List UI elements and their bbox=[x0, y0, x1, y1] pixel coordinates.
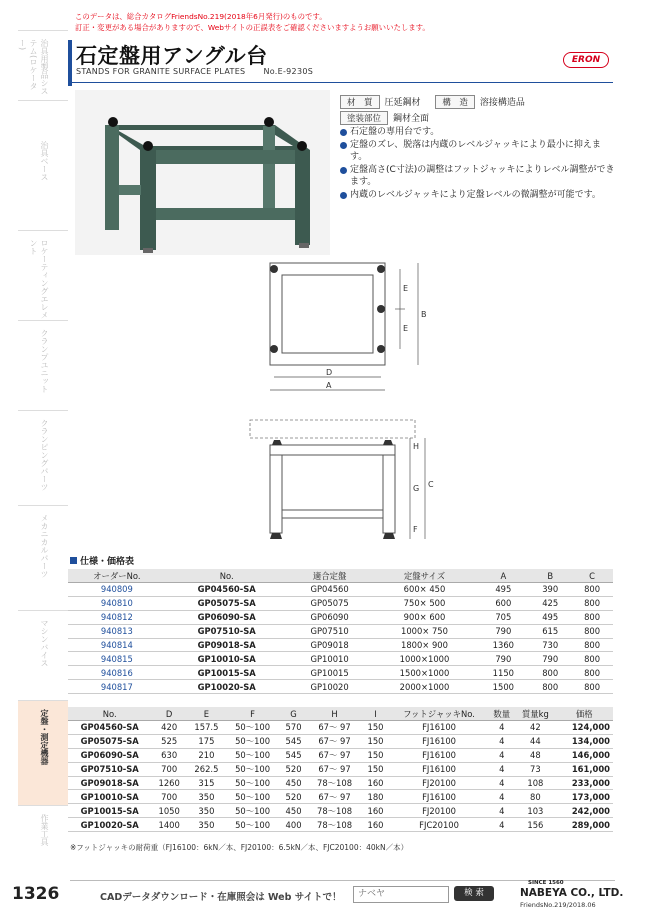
table-row bbox=[68, 776, 613, 790]
table-cell: 400 bbox=[279, 818, 308, 832]
table-cell: 50～100 bbox=[226, 776, 279, 790]
table-cell: 48 bbox=[515, 748, 555, 762]
table-cell: FJ20100 bbox=[390, 804, 489, 818]
table-header-row: No. D E F G H I フットジャッキNo. 数量 質量kg 価格 bbox=[68, 707, 613, 721]
table-cell: 67～ 97 bbox=[308, 762, 361, 776]
table-cell: 315 bbox=[187, 776, 226, 790]
sidebar-tab-clamping-parts[interactable]: クランピングパーツ bbox=[18, 410, 68, 506]
table-cell: 210 bbox=[187, 748, 226, 762]
table-cell: GP10015-SA bbox=[68, 804, 151, 818]
dim-f-label: F bbox=[413, 525, 418, 534]
table-cell: GP10010 bbox=[288, 652, 372, 666]
side-view-drawing bbox=[245, 415, 445, 550]
table-cell: 700 bbox=[151, 790, 187, 804]
table-cell: 4 bbox=[488, 804, 515, 818]
table-cell: 520 bbox=[279, 790, 308, 804]
catalog-notice: このデータは、総合カタログFriendsNo.219(2018年6月発行)のものです。 訂正・変更がある場合がありますので、Webサイトの正誤表をご確認くださいますようお願いいたします。 bbox=[75, 12, 430, 32]
table-cell: 940813 bbox=[68, 624, 166, 638]
table-cell: 108 bbox=[515, 776, 555, 790]
table-cell: GP05075-SA bbox=[68, 734, 151, 748]
table-cell: 800 bbox=[529, 680, 571, 694]
table-cell: 73 bbox=[515, 762, 555, 776]
table-cell: 50～100 bbox=[226, 748, 279, 762]
table-cell: 705 bbox=[477, 610, 529, 624]
table-row bbox=[68, 610, 613, 624]
table-cell: 1800× 900 bbox=[372, 638, 478, 652]
table-cell: GP06090-SA bbox=[166, 610, 288, 624]
table-cell: 520 bbox=[279, 762, 308, 776]
table-cell: GP07510 bbox=[288, 624, 372, 638]
sidebar-tab-locating[interactable]: ロケーティングエレメント bbox=[18, 230, 68, 321]
table-cell: FJ16100 bbox=[390, 721, 489, 735]
table-cell: 157.5 bbox=[187, 721, 226, 735]
feature-list bbox=[340, 126, 615, 202]
table-row bbox=[68, 734, 613, 748]
table-cell: GP10010-SA bbox=[68, 790, 151, 804]
table-cell: GP07510-SA bbox=[68, 762, 151, 776]
table-cell: 545 bbox=[279, 734, 308, 748]
table-cell: 800 bbox=[571, 624, 613, 638]
title-accent bbox=[68, 40, 72, 86]
sidebar-tab-tools[interactable]: 作業工具 bbox=[18, 805, 68, 886]
table-cell: 160 bbox=[361, 776, 390, 790]
cad-download-text: CADデータダウンロード・在庫照会は Web サイトで！ bbox=[100, 892, 342, 903]
table-cell: 4 bbox=[488, 721, 515, 735]
table-cell: 350 bbox=[187, 790, 226, 804]
table-cell: 50～100 bbox=[226, 790, 279, 804]
table-cell: 1000×1000 bbox=[372, 652, 478, 666]
table-row bbox=[68, 721, 613, 735]
table-cell: 570 bbox=[279, 721, 308, 735]
table-cell: GP09018-SA bbox=[166, 638, 288, 652]
table-cell: GP05075 bbox=[288, 596, 372, 610]
table-cell: FJ16100 bbox=[390, 790, 489, 804]
table-cell: GP10020-SA bbox=[68, 818, 151, 832]
table-cell: 50～100 bbox=[226, 804, 279, 818]
table-cell: 50～100 bbox=[226, 762, 279, 776]
company-since: SINCE 1560 bbox=[528, 880, 564, 886]
table-cell: 4 bbox=[488, 818, 515, 832]
table-cell: 78～108 bbox=[308, 804, 361, 818]
table-cell: 150 bbox=[361, 762, 390, 776]
table-row bbox=[68, 666, 613, 680]
table-cell: GP06090-SA bbox=[68, 748, 151, 762]
sidebar-tab-jig-base[interactable]: 治具ベース bbox=[18, 100, 68, 231]
table-cell: FJ16100 bbox=[390, 762, 489, 776]
table-cell: FJ16100 bbox=[390, 734, 489, 748]
table-cell: 4 bbox=[488, 734, 515, 748]
table-cell: 160 bbox=[361, 818, 390, 832]
catalog-no: No.E-9230S bbox=[263, 67, 314, 76]
table-row bbox=[68, 638, 613, 652]
table-cell: GP06090 bbox=[288, 610, 372, 624]
table-cell: 80 bbox=[515, 790, 555, 804]
table-cell: 800 bbox=[571, 680, 613, 694]
table-cell: 900× 600 bbox=[372, 610, 478, 624]
search-button[interactable]: 検 索 bbox=[454, 886, 494, 901]
table-cell: 1260 bbox=[151, 776, 187, 790]
table-row bbox=[68, 624, 613, 638]
dim-d-label: D bbox=[326, 368, 333, 377]
table-cell: 1360 bbox=[477, 638, 529, 652]
table-cell: 790 bbox=[477, 652, 529, 666]
table-cell: 750× 500 bbox=[372, 596, 478, 610]
table-cell: 790 bbox=[529, 652, 571, 666]
table-cell: 800 bbox=[571, 638, 613, 652]
top-view-drawing bbox=[250, 255, 450, 405]
table-cell: 67～ 97 bbox=[308, 734, 361, 748]
table-cell: 262.5 bbox=[187, 762, 226, 776]
section-label: 仕様・価格表 bbox=[70, 554, 134, 567]
spec-paint: 塗装部位 鋼材全面 bbox=[340, 111, 429, 125]
feature-item: 定盤のズレ、脱落は内蔵のレベルジャッキにより最小に抑えます。 bbox=[340, 139, 615, 163]
feature-item: 内蔵のレベルジャッキにより定盤レベルの微調整が可能です。 bbox=[340, 189, 615, 201]
table-row bbox=[68, 804, 613, 818]
title-rule bbox=[68, 82, 613, 83]
dim-g-label: G bbox=[413, 484, 420, 493]
table-cell: 495 bbox=[477, 583, 529, 597]
company-logo: NABEYA CO., LTD. bbox=[520, 887, 624, 899]
table-cell: 800 bbox=[571, 610, 613, 624]
table-cell: 1150 bbox=[477, 666, 529, 680]
order-table bbox=[68, 569, 613, 694]
footnote: ※フットジャッキの耐荷重（FJ16100：6kN／本、FJ20100：6.5kN／本、FJC20100：40kN／本） bbox=[70, 843, 409, 852]
table-cell: 800 bbox=[571, 596, 613, 610]
table-cell: 545 bbox=[279, 748, 308, 762]
table-cell: 600 bbox=[477, 596, 529, 610]
page-subtitle: STANDS FOR GRANITE SURFACE PLATES No.E-9230S bbox=[76, 67, 314, 76]
table-row bbox=[68, 762, 613, 776]
table-cell: 615 bbox=[529, 624, 571, 638]
table-row bbox=[68, 583, 613, 597]
table-cell: GP04560-SA bbox=[166, 583, 288, 597]
table-cell: 940812 bbox=[68, 610, 166, 624]
table-cell: GP10020 bbox=[288, 680, 372, 694]
table-cell: GP10015 bbox=[288, 666, 372, 680]
table-cell: 1500×1000 bbox=[372, 666, 478, 680]
table-cell: 630 bbox=[151, 748, 187, 762]
table-cell: 289,000 bbox=[555, 818, 613, 832]
table-row bbox=[68, 748, 613, 762]
product-photo bbox=[75, 90, 330, 255]
table-cell: 4 bbox=[488, 748, 515, 762]
table-cell: 180 bbox=[361, 790, 390, 804]
table-cell: FJC20100 bbox=[390, 818, 489, 832]
table-cell: 790 bbox=[477, 624, 529, 638]
dim-a-label: A bbox=[326, 381, 332, 390]
table-cell: 390 bbox=[529, 583, 571, 597]
table-cell: 940810 bbox=[68, 596, 166, 610]
eron-logo: ERON bbox=[563, 52, 609, 68]
table-cell: 4 bbox=[488, 776, 515, 790]
table-cell: 156 bbox=[515, 818, 555, 832]
table-cell: 160 bbox=[361, 804, 390, 818]
table-cell: 2000×1000 bbox=[372, 680, 478, 694]
feature-item: 定盤高さ(C寸法)の調整はフットジャッキによりレベル調整ができます。 bbox=[340, 164, 615, 188]
table-cell: 4 bbox=[488, 762, 515, 776]
table-cell: FJ20100 bbox=[390, 776, 489, 790]
catalog-edition: FriendsNo.219/2018.06 bbox=[520, 901, 596, 909]
search-input[interactable]: ナベヤ bbox=[353, 886, 449, 903]
table-cell: 700 bbox=[151, 762, 187, 776]
table-cell: 800 bbox=[571, 652, 613, 666]
table-cell: 525 bbox=[151, 734, 187, 748]
sidebar-tab-clamp-unit[interactable]: クランプユニット bbox=[18, 320, 68, 411]
table-cell: 44 bbox=[515, 734, 555, 748]
table-cell: 495 bbox=[529, 610, 571, 624]
table-cell: GP04560-SA bbox=[68, 721, 151, 735]
dim-e2-label: E bbox=[403, 324, 409, 333]
table-cell: 940817 bbox=[68, 680, 166, 694]
table-cell: GP05075-SA bbox=[166, 596, 288, 610]
table-cell: 50～100 bbox=[226, 734, 279, 748]
table-cell: 350 bbox=[187, 804, 226, 818]
dim-c-label: C bbox=[428, 480, 434, 489]
table-cell: GP04560 bbox=[288, 583, 372, 597]
table-cell: GP10020-SA bbox=[166, 680, 288, 694]
table-cell: 103 bbox=[515, 804, 555, 818]
table-cell: 4 bbox=[488, 790, 515, 804]
table-cell: GP10015-SA bbox=[166, 666, 288, 680]
table-row bbox=[68, 790, 613, 804]
table-cell: 450 bbox=[279, 804, 308, 818]
table-cell: 730 bbox=[529, 638, 571, 652]
table-cell: 425 bbox=[529, 596, 571, 610]
table-cell: 800 bbox=[571, 666, 613, 680]
sidebar-tab-mechanical[interactable]: メカニカルパーツ bbox=[18, 505, 68, 611]
dim-e-label: E bbox=[403, 284, 409, 293]
table-cell: 175 bbox=[187, 734, 226, 748]
table-cell: GP09018 bbox=[288, 638, 372, 652]
sidebar-tab-machine-vise[interactable]: マシンバイス bbox=[18, 610, 68, 701]
table-row bbox=[68, 818, 613, 832]
table-cell: 600× 450 bbox=[372, 583, 478, 597]
table-cell: 50～100 bbox=[226, 818, 279, 832]
table-cell: 134,000 bbox=[555, 734, 613, 748]
page-number: 1326 bbox=[12, 884, 60, 904]
table-cell: 233,000 bbox=[555, 776, 613, 790]
table-cell: 1500 bbox=[477, 680, 529, 694]
table-cell: 124,000 bbox=[555, 721, 613, 735]
table-cell: 450 bbox=[279, 776, 308, 790]
table-cell: 173,000 bbox=[555, 790, 613, 804]
table-cell: 940815 bbox=[68, 652, 166, 666]
table-cell: 150 bbox=[361, 748, 390, 762]
table-cell: FJ16100 bbox=[390, 748, 489, 762]
sidebar-tab-jig-system[interactable]: 治具用製品システム(ロケーター) bbox=[18, 30, 68, 101]
table-cell: 800 bbox=[529, 666, 571, 680]
table-header-row: オーダーNo. No. 適合定盤 定盤サイズ A B C bbox=[68, 569, 613, 583]
table-row bbox=[68, 596, 613, 610]
table-cell: 1400 bbox=[151, 818, 187, 832]
table-cell: 420 bbox=[151, 721, 187, 735]
table-cell: 150 bbox=[361, 734, 390, 748]
table-cell: 940814 bbox=[68, 638, 166, 652]
table-cell: 78～108 bbox=[308, 776, 361, 790]
spec-material: 材 質 圧延鋼材 構 造 溶接構造品 bbox=[340, 95, 525, 109]
table-cell: 42 bbox=[515, 721, 555, 735]
page-title: 石定盤用アングル台 bbox=[76, 44, 268, 68]
table-cell: 940809 bbox=[68, 583, 166, 597]
sidebar-tab-surface-plate[interactable]: 定盤・測定機器 bbox=[18, 700, 68, 806]
stand-illustration bbox=[75, 90, 330, 255]
table-cell: 50～100 bbox=[226, 721, 279, 735]
table-cell: 146,000 bbox=[555, 748, 613, 762]
table-cell: GP07510-SA bbox=[166, 624, 288, 638]
table-cell: GP09018-SA bbox=[68, 776, 151, 790]
table-cell: 1000× 750 bbox=[372, 624, 478, 638]
dim-h-label: H bbox=[413, 442, 420, 451]
table-cell: 150 bbox=[361, 721, 390, 735]
table-cell: 940816 bbox=[68, 666, 166, 680]
table-row bbox=[68, 652, 613, 666]
table-cell: GP10010-SA bbox=[166, 652, 288, 666]
table-cell: 67～ 97 bbox=[308, 721, 361, 735]
table-cell: 1050 bbox=[151, 804, 187, 818]
dim-b-label: B bbox=[421, 310, 427, 319]
table-cell: 800 bbox=[571, 583, 613, 597]
table-cell: 67～ 97 bbox=[308, 748, 361, 762]
table-cell: 78～108 bbox=[308, 818, 361, 832]
dimension-price-table bbox=[68, 707, 613, 832]
table-cell: 161,000 bbox=[555, 762, 613, 776]
table-row bbox=[68, 680, 613, 694]
table-cell: 242,000 bbox=[555, 804, 613, 818]
feature-item: 石定盤の専用台です。 bbox=[340, 126, 615, 138]
table-cell: 67～ 97 bbox=[308, 790, 361, 804]
table-cell: 350 bbox=[187, 818, 226, 832]
